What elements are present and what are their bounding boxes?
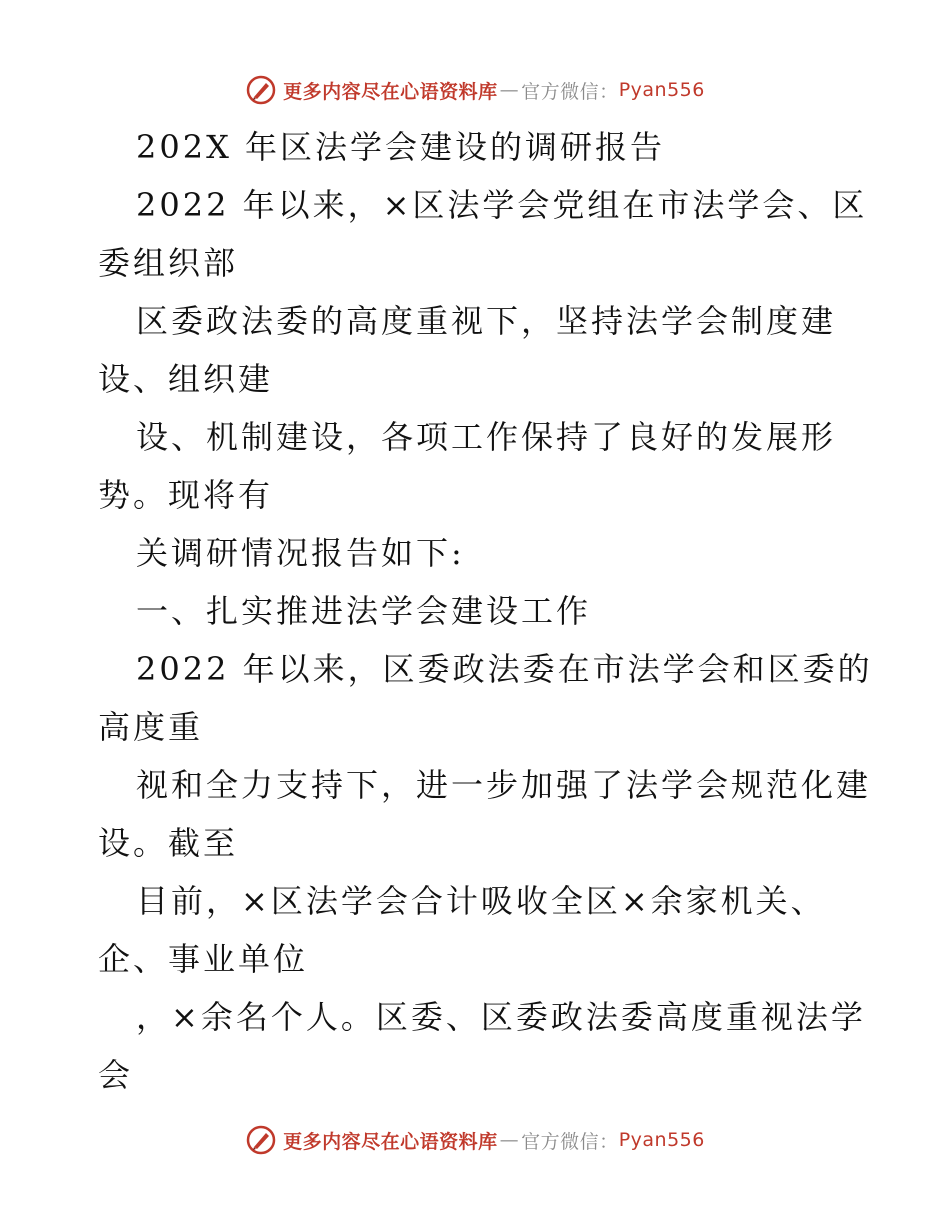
footer-watermark — [0, 1120, 950, 1160]
watermark-id: Pyan556 — [618, 79, 705, 101]
watermark-id: Pyan556 — [618, 1129, 705, 1151]
text-line: 设、组织建 — [98, 360, 274, 398]
text-line: ，×余名个人。区委、区委政法委高度重视法学 — [136, 998, 866, 1036]
pen-logo-icon — [245, 1124, 277, 1156]
watermark-brand: 更多内容尽在心语资料库 — [283, 1130, 498, 1153]
header-watermark — [0, 70, 950, 110]
text-line: 区委政法委的高度重视下，坚持法学会制度建 — [136, 302, 837, 340]
watermark-dash: — — [499, 1129, 520, 1151]
text-line: 委组织部 — [98, 244, 239, 282]
text-line: 一、扎实推进法学会建设工作 — [136, 592, 592, 630]
text-line: 会 — [98, 1056, 134, 1094]
text-line: 目前，×区法学会合计吸收全区×余家机关、 — [136, 882, 826, 920]
document-body — [98, 118, 873, 1104]
text-line: 企、事业单位 — [98, 940, 309, 978]
text-line: 设。截至 — [98, 824, 239, 862]
text-line: 2022 年以来，区委政法委在市法学会和区委的 — [136, 650, 873, 688]
text-line: 势。现将有 — [98, 476, 274, 514]
watermark-label: 官方微信： — [521, 1130, 619, 1153]
text-line: 设、机制建设，各项工作保持了良好的发展形 — [136, 418, 837, 456]
text-line: 2022 年以来，×区法学会党组在市法学会、区 — [136, 186, 868, 224]
text-line: 202X 年区法学会建设的调研报告 — [136, 128, 666, 166]
pen-logo-icon — [245, 74, 277, 106]
watermark-label: 官方微信： — [521, 80, 619, 103]
text-line: 关调研情况报告如下: — [136, 534, 465, 572]
watermark-brand: 更多内容尽在心语资料库 — [283, 80, 498, 103]
text-line: 视和全力支持下，进一步加强了法学会规范化建 — [136, 766, 872, 804]
watermark-dash: — — [499, 79, 520, 101]
text-line: 高度重 — [98, 708, 204, 746]
